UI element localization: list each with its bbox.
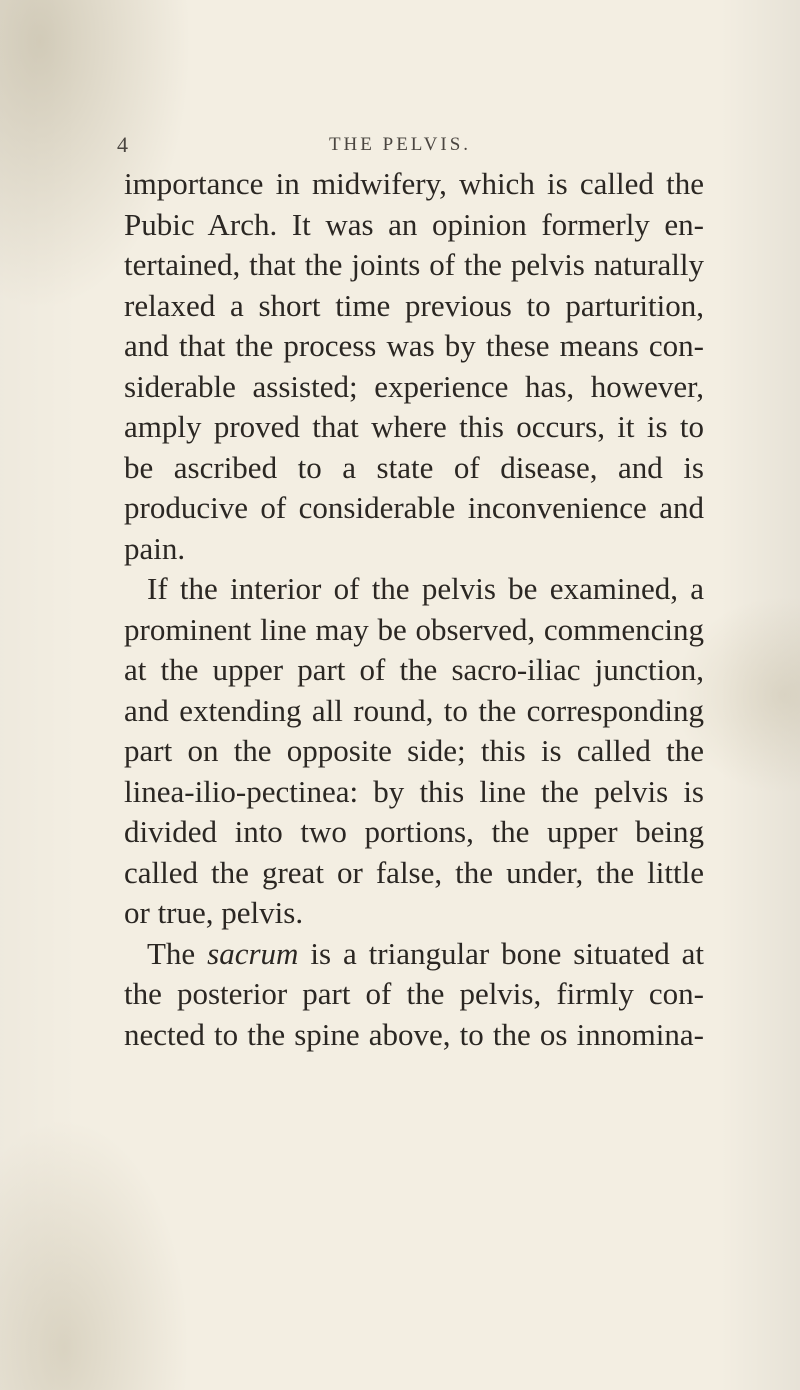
text-line: tertained, that the joints of the pelvis naturally: [124, 247, 704, 282]
running-head: THE PELVIS.: [328, 134, 472, 155]
text-line: be ascribed to a state of disease, and is: [124, 449, 704, 485]
text-line: Pubic Arch. It was an opinion formerly en-: [124, 206, 704, 242]
text-line: and extending all round, to the corresponding: [124, 692, 704, 728]
text-line: amply proved that where this occurs, it is to: [124, 409, 704, 444]
text-run: is a triangular bone situated at: [298, 935, 704, 971]
text-line: importance in midwifery, which is called the: [124, 166, 704, 201]
italic-term: sacrum: [207, 935, 299, 971]
text-line: and that the process was by these means con-: [124, 328, 704, 363]
text-line: part on the opposite side; this is called the: [124, 733, 704, 768]
text-line: If the interior of the pelvis be examined, a: [147, 571, 704, 606]
body-text: [124, 164, 704, 1055]
text-line: the posterior part of the pelvis, firmly con-: [124, 976, 704, 1011]
text-line: divided into two portions, the upper being: [124, 814, 704, 849]
text-line: at the upper part of the sacro-iliac junction,: [124, 652, 704, 687]
text-line: called the great or false, the under, the little: [124, 854, 704, 890]
text-line: nected to the spine above, to the os innomina-: [124, 1016, 704, 1052]
paragraph-2: [124, 569, 704, 934]
text-line: relaxed a short time previous to parturition,: [124, 287, 704, 323]
text-line: producive of considerable inconvenience and: [124, 490, 704, 525]
text-line: pain.: [124, 530, 186, 566]
text-line: prominent line may be observed, commencing: [124, 611, 704, 647]
paragraph-3: [124, 934, 704, 1056]
page-number: 4: [117, 132, 128, 157]
text-line: [124, 934, 704, 975]
text-line: linea-ilio-pectinea: by this line the pelvis is: [124, 773, 704, 809]
text-line: siderable assisted; experience has, however,: [124, 368, 704, 404]
text-run: The: [147, 935, 208, 971]
text-line: or true, pelvis.: [124, 895, 304, 930]
paragraph-1: [124, 164, 704, 569]
